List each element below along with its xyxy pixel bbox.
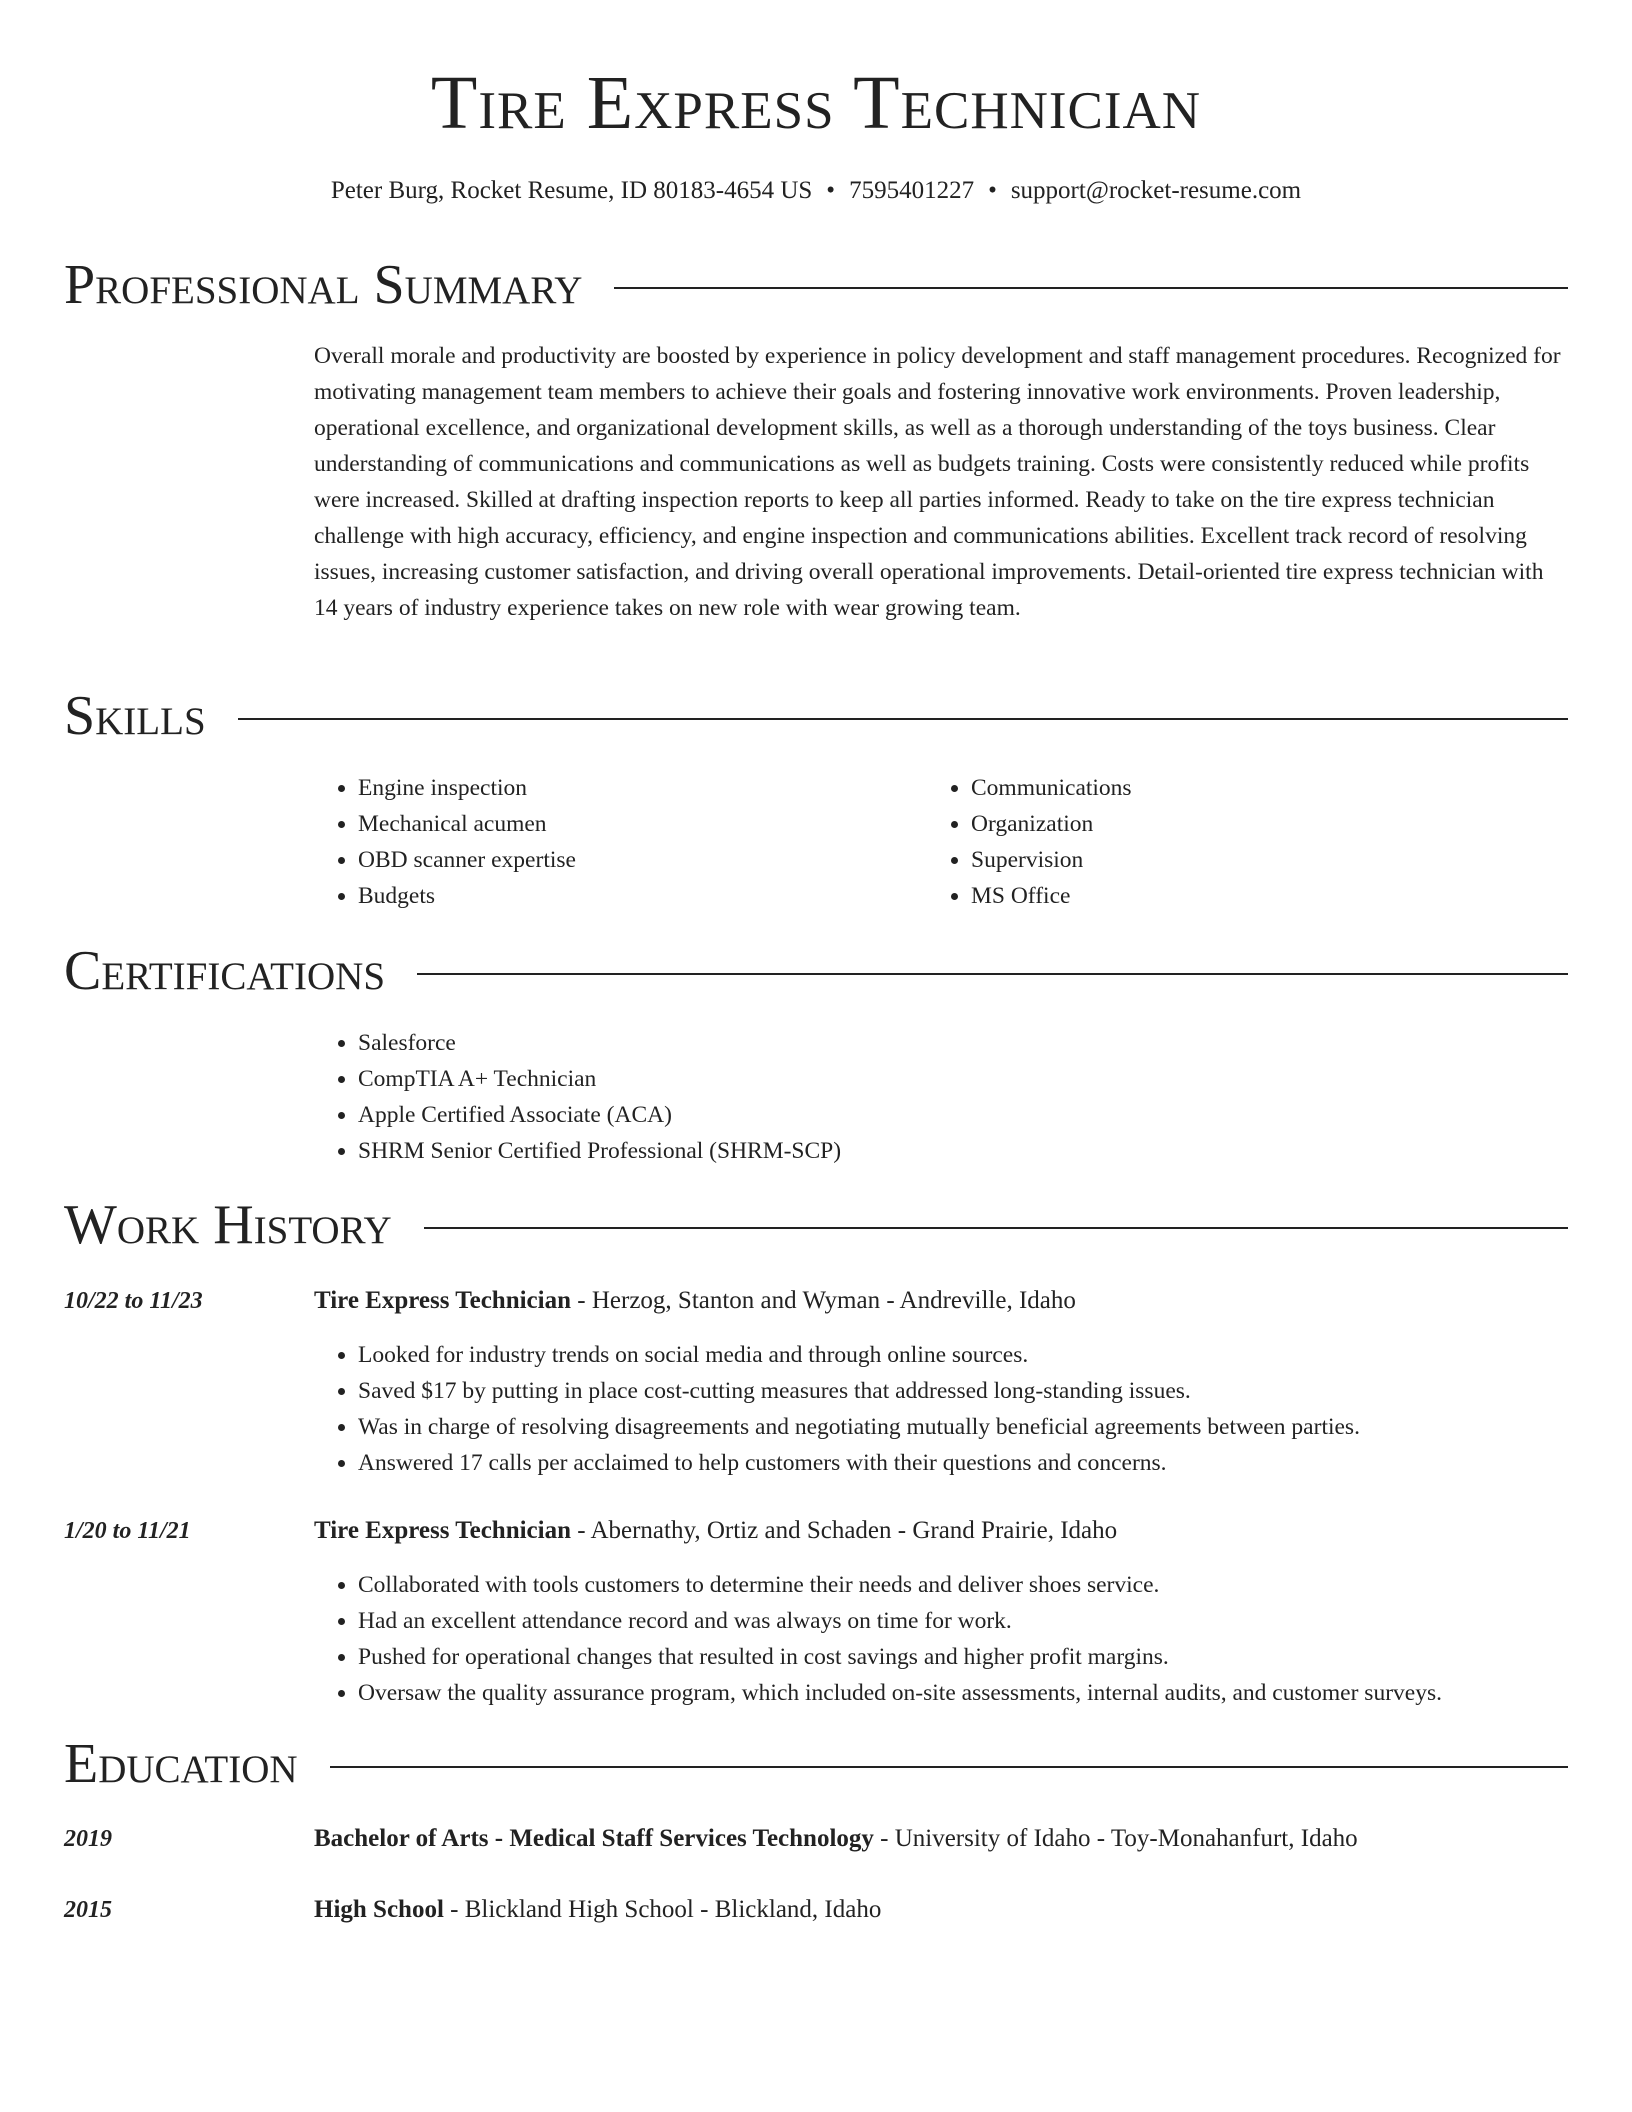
resume-title: Tire Express Technician	[430, 61, 1202, 145]
job-title: Tire Express Technician	[314, 1517, 572, 1544]
section-header-summary	[64, 252, 1568, 318]
contact-line	[0, 174, 1632, 208]
section-title-work-history: Work History	[64, 1194, 392, 1256]
job-bullet: • Pushed for operational changes that resulted in cost savings and higher profit margins.	[358, 1639, 1618, 1675]
education-entry	[314, 1821, 1358, 1857]
section-divider	[614, 287, 1568, 289]
job-dates: 1/20 to 11/21	[64, 1518, 191, 1544]
job-heading	[314, 1513, 1117, 1549]
section-header-certifications	[64, 938, 1568, 1004]
skill-item: • Supervision	[971, 842, 1132, 878]
job-title: Tire Express Technician	[314, 1287, 572, 1314]
skill-item: • Engine inspection	[358, 770, 576, 806]
section-header-skills	[64, 683, 1568, 749]
job-dates: 10/22 to 11/23	[64, 1288, 203, 1314]
skill-item: • MS Office	[971, 878, 1132, 914]
section-title-summary: Professional Summary	[64, 254, 583, 316]
separator-dot: •	[988, 177, 997, 204]
separator-dot: •	[826, 177, 836, 204]
education-entry	[314, 1892, 881, 1928]
education-degree: Bachelor of Arts - Medical Staff Services Technology	[314, 1825, 874, 1852]
certification-item: • SHRM Senior Certified Professional (SHRM-SCP)	[358, 1133, 841, 1169]
section-header-work-history	[64, 1192, 1568, 1258]
skill-item: • Communications	[971, 770, 1132, 806]
job-bullet: • Oversaw the quality assurance program, which included on-site assessments, internal audits, and customer surveys.	[358, 1675, 1618, 1711]
certification-item: • Salesforce	[358, 1025, 841, 1061]
section-header-education	[64, 1731, 1568, 1797]
contact-email: support@rocket-resume.com	[1010, 177, 1302, 204]
job-bullet-list	[314, 1337, 1618, 1481]
education-school: - University of Idaho - Toy-Monahanfurt, Idaho	[873, 1825, 1358, 1852]
section-divider	[238, 718, 1568, 720]
contact-phone: 7595401227	[849, 177, 975, 204]
certification-item: • CompTIA A+ Technician	[358, 1061, 841, 1097]
section-divider	[417, 973, 1568, 975]
education-year: 2015	[64, 1897, 112, 1923]
job-bullet: • Answered 17 calls per acclaimed to help customers with their questions and concerns.	[358, 1445, 1618, 1481]
section-divider	[330, 1766, 1568, 1768]
skill-item: • Budgets	[358, 878, 576, 914]
education-school: - Blickland High School - Blickland, Idaho	[443, 1896, 882, 1923]
section-title-skills: Skills	[64, 685, 206, 747]
section-divider	[424, 1227, 1568, 1229]
job-bullet: • Saved $17 by putting in place cost-cutting measures that addressed long-standing issues.	[358, 1373, 1618, 1409]
section-title-certifications: Certifications	[64, 940, 386, 1002]
job-bullet: • Collaborated with tools customers to determine their needs and deliver shoes service.	[358, 1567, 1618, 1603]
job-employer: - Herzog, Stanton and Wyman - Andreville, Idaho	[571, 1287, 1076, 1314]
job-bullet: • Looked for industry trends on social media and through online sources.	[358, 1337, 1618, 1373]
contact-address: Peter Burg, Rocket Resume, ID 80183-4654 US	[330, 177, 813, 204]
education-degree: High School	[314, 1896, 444, 1923]
skill-item: • Mechanical acumen	[358, 806, 576, 842]
education-year: 2019	[64, 1826, 112, 1852]
skill-item: • Organization	[971, 806, 1132, 842]
job-bullet: • Had an excellent attendance record and was always on time for work.	[358, 1603, 1618, 1639]
certifications-list	[314, 1025, 841, 1169]
skill-item: • OBD scanner expertise	[358, 842, 576, 878]
job-bullet-list	[314, 1567, 1618, 1711]
summary-text: Overall morale and productivity are boosted by experience in policy development and staff management procedures. Recognized for motivating management team members to achieve their goals and fostering innovative work environments. Proven leadership, operational excellence, and organizational development skills, as well as a thorough understanding of the toys business. Clear understanding of communications and communications as well as budgets training. Costs were consistently reduced while profits were increased. Skilled at drafting inspection reports to keep all parties informed. Ready to take on the tire express technician challenge with high accuracy, efficiency, and engine inspection and communications abilities. Excellent track record of resolving issues, increasing customer satisfaction, and driving overall operational improvements. Detail-oriented tire express technician with 14 years of industry experience takes on new role with wear growing team.	[314, 343, 1561, 621]
job-bullet: • Was in charge of resolving disagreements and negotiating mutually beneficial agreements between parties.	[358, 1409, 1618, 1445]
certification-item: • Apple Certified Associate (ACA)	[358, 1097, 841, 1133]
section-title-education: Education	[64, 1733, 298, 1795]
job-heading	[314, 1283, 1076, 1319]
job-employer: - Abernathy, Ortiz and Schaden - Grand Prairie, Idaho	[571, 1517, 1118, 1544]
skills-list-left	[314, 770, 576, 914]
skills-list-right	[927, 770, 1132, 914]
